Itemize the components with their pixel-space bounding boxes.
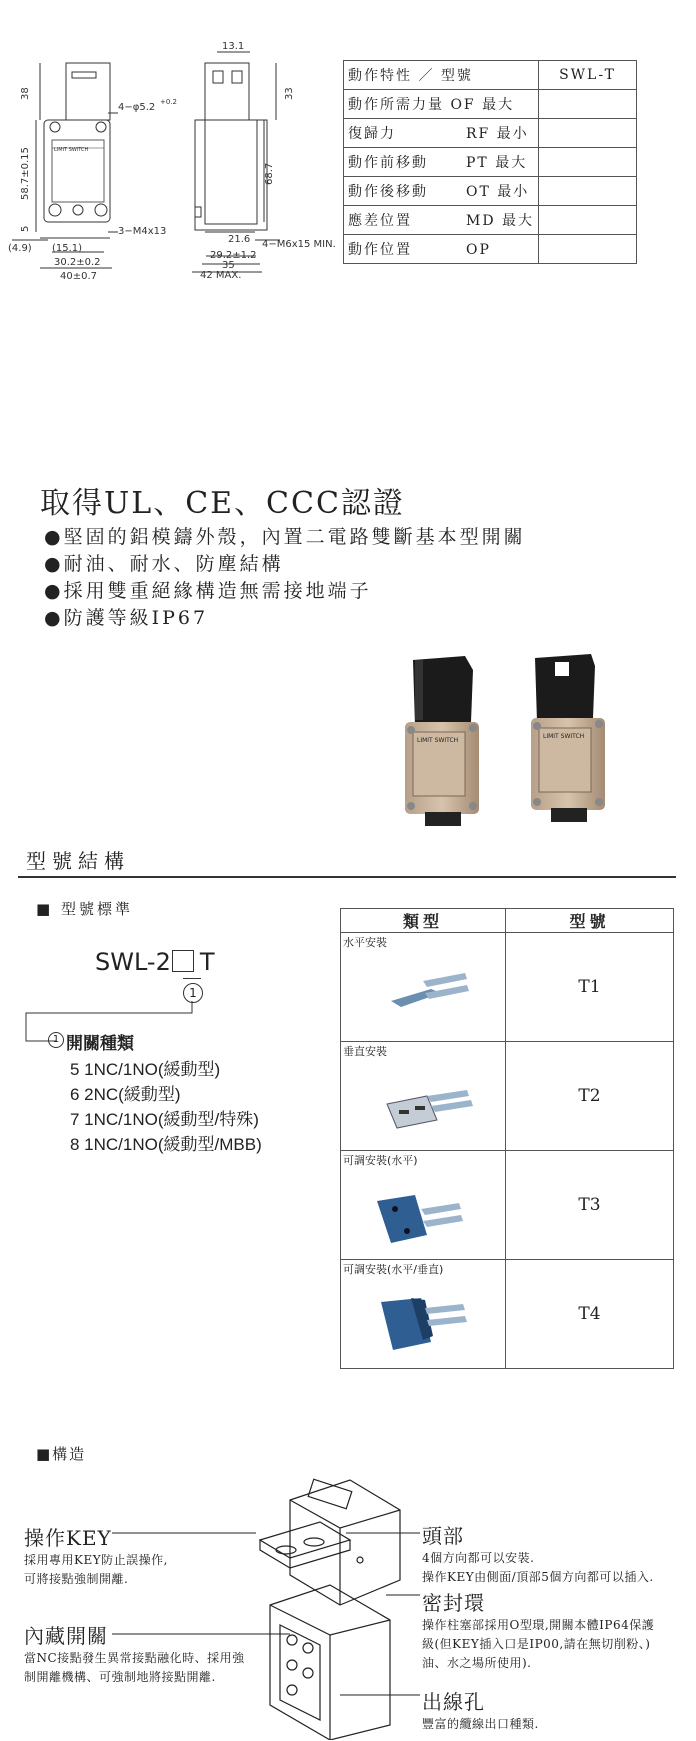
front-body — [44, 120, 110, 222]
drawing-plate-label: LIMIT SWITCH — [54, 147, 89, 153]
product-photo-left — [405, 656, 479, 826]
spec-row — [344, 177, 637, 206]
spec-row — [344, 119, 637, 148]
model-code-suffix: T — [199, 948, 215, 976]
type-table-row — [341, 1042, 674, 1151]
product-plate-label: LIMIT SWITCH — [417, 737, 459, 744]
callout-switch-title: 內藏開關 — [24, 1624, 108, 1648]
feature-item: ●堅固的鋁模鑄外殼，內置二電路雙斷基本型開關 — [44, 526, 526, 548]
type-table — [340, 908, 674, 1369]
type-label: 水平安裝 — [343, 936, 387, 949]
spec-row-code: PT 最大 — [466, 155, 528, 171]
spec-header-left: 動作特性 ／ 型號 — [344, 61, 539, 90]
dim-35: 35 — [222, 260, 235, 271]
dimension-drawing — [0, 40, 340, 290]
spec-row-code: OP — [466, 242, 491, 258]
type-code: T2 — [506, 1042, 674, 1151]
structure-title: ■構造 — [36, 1445, 87, 1463]
feature-item: ●耐油、耐水、防塵結構 — [44, 553, 284, 575]
callout-key-desc: 採用專用KEY防止誤操作, — [24, 1553, 168, 1567]
callout-head-desc: 操作KEY由側面/頂部5個方向都可以插入. — [422, 1570, 654, 1584]
spec-table — [343, 60, 637, 264]
spec-row — [344, 235, 637, 264]
switch-type-item: 6 2NC(緩動型) — [70, 1085, 181, 1104]
model-section-title: 型號結構 — [26, 849, 130, 873]
dim-m4: 3−M4x13 — [118, 226, 167, 237]
dim-hole-tol: +0.2 — [160, 98, 177, 106]
switch-type-item: 7 1NC/1NO(緩動型/特殊) — [70, 1110, 259, 1129]
type-table-row — [341, 1151, 674, 1260]
switch-type-title: 開關種類 — [66, 1034, 134, 1054]
type-code: T3 — [506, 1151, 674, 1260]
spec-row-name: 動作前移動 — [348, 155, 428, 171]
key-image-t3 — [341, 1169, 505, 1255]
model-standard-label: ■ 型號標準 — [36, 900, 133, 918]
type-label: 垂直安裝 — [343, 1045, 387, 1058]
dim-58-7: 58.7±0.15 — [20, 147, 31, 200]
model-code — [95, 948, 215, 976]
switch-type-item: 5 1NC/1NO(緩動型) — [70, 1060, 221, 1079]
callout-key-desc: 可將接點強制開離. — [24, 1572, 129, 1586]
dim-29-2: 29.2±1.2 — [210, 250, 257, 261]
spec-row-code: OT 最小 — [466, 184, 530, 200]
callout-outlet-title: 出線孔 — [422, 1690, 485, 1714]
side-body — [195, 120, 267, 230]
cert-title: 取得UL、CE、CCC認證 — [40, 486, 405, 521]
callout-head-title: 頭部 — [422, 1524, 464, 1548]
feature-item: ●採用雙重絕緣構造無需接地端子 — [44, 580, 372, 602]
type-table-row — [341, 1260, 674, 1369]
dim-38: 38 — [20, 87, 31, 100]
key-image-t1 — [341, 951, 505, 1037]
callout-seal-desc: 級(但KEY插入口是IP00,請在無切削粉、) — [422, 1637, 651, 1651]
feature-item: ●防護等級IP67 — [44, 607, 209, 629]
spec-row-name: 動作後移動 — [348, 184, 428, 200]
dim-42: 42 MAX. — [200, 270, 242, 281]
product-photo-right — [531, 654, 605, 822]
spec-row — [344, 90, 637, 119]
type-code: T4 — [506, 1260, 674, 1369]
model-code-blank — [172, 950, 194, 972]
dim-m6: 4−M6x15 MIN. — [262, 239, 336, 250]
spec-row-code: OF 最大 — [450, 97, 515, 113]
callout-key-title: 操作KEY — [24, 1526, 112, 1550]
dim-33: 33 — [284, 87, 295, 100]
callout-head — [422, 1520, 654, 1587]
spec-row — [344, 148, 637, 177]
dim-40: 40±0.7 — [60, 271, 98, 282]
dim-13-1: 13.1 — [222, 41, 245, 52]
key-image-t2 — [341, 1060, 505, 1146]
type-table-header-type: 類型 — [341, 909, 506, 933]
dim-5: 5 — [20, 225, 31, 232]
spec-row-name: 動作位置 — [348, 242, 412, 258]
spec-header-right: SWL-T — [539, 61, 637, 90]
callout-seal-desc: 油、水之場所使用). — [422, 1656, 532, 1670]
model-code-prefix: SWL-2 — [95, 948, 171, 976]
dim-4-9: (4.9) — [8, 243, 32, 254]
dim-30-2: 30.2±0.2 — [54, 257, 101, 268]
callout-outlet-desc: 豐富的纜線出口種類. — [422, 1717, 539, 1731]
callout-switch-desc: 當NC接點發生異常接點融化時、採用強 — [24, 1651, 245, 1665]
callout-switch — [24, 1620, 245, 1687]
product-plate-label: LIMIT SWITCH — [543, 733, 585, 740]
type-code: T1 — [506, 933, 674, 1042]
switch-type-item: 8 1NC/1NO(緩動型/MBB) — [70, 1135, 262, 1154]
product-photos — [395, 650, 635, 830]
spec-row-code: RF 最小 — [466, 126, 529, 142]
key-image-t4 — [341, 1278, 505, 1364]
spec-row-name: 復歸力 — [348, 126, 396, 142]
callout-outlet — [422, 1686, 539, 1734]
callout-head-desc: 4個方向都可以安裝. — [422, 1551, 535, 1565]
dim-hole: 4−φ5.2 — [118, 102, 156, 113]
callout-key — [24, 1522, 168, 1589]
callout-seal — [422, 1587, 654, 1673]
type-table-header-code: 型號 — [506, 909, 674, 933]
dim-21-6: 21.6 — [228, 234, 251, 245]
spec-row-name: 動作所需力量 — [348, 97, 444, 113]
spec-row — [344, 206, 637, 235]
callout-seal-desc: 操作柱塞部採用O型環,開關本體IP64保護 — [422, 1618, 655, 1632]
type-label: 可調安裝(水平) — [343, 1154, 418, 1167]
spec-row-code: MD 最大 — [466, 213, 535, 229]
type-label: 可調安裝(水平/垂直) — [343, 1263, 444, 1276]
spec-row-name: 應差位置 — [348, 213, 412, 229]
dim-15-1: (15.1) — [52, 243, 83, 254]
callout-switch-desc: 制開離機構、可強制地將接點開離. — [24, 1670, 216, 1684]
type-table-row — [341, 933, 674, 1042]
model-code-index: 1 — [183, 983, 203, 1003]
dim-68-7: 68.7 — [264, 162, 275, 185]
section-divider — [18, 876, 676, 878]
callout-seal-title: 密封環 — [422, 1591, 485, 1615]
switch-type-index: 1 — [48, 1032, 64, 1048]
